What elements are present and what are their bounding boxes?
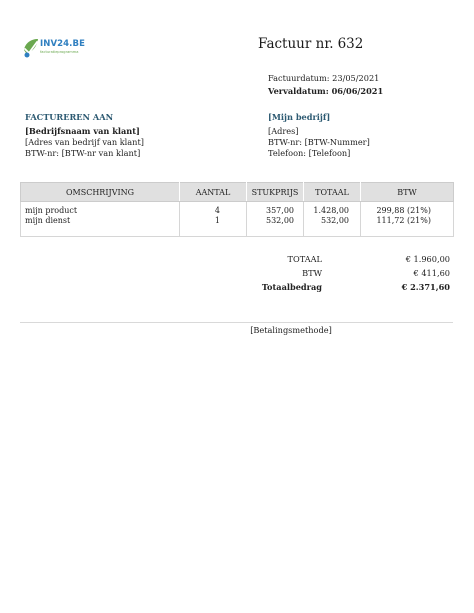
- company-block: [268, 126, 370, 159]
- col-header-quantity: AANTAL: [180, 183, 247, 202]
- client-name: [Bedrijfsnaam van klant]: [25, 126, 140, 136]
- grand-total-label: Totaalbedrag: [261, 282, 322, 292]
- cell-vat: [361, 202, 454, 237]
- row-1-total: 1.428,00: [313, 206, 349, 215]
- due-date-label: Vervaldatum:: [268, 86, 329, 96]
- invoice-title: [258, 36, 363, 52]
- row-2-quantity: 1: [214, 216, 220, 225]
- totals-block: [240, 254, 450, 296]
- row-1-quantity: 4: [214, 206, 220, 215]
- cell-description: [21, 202, 180, 237]
- table-row: [21, 202, 454, 237]
- row-2-description: mijn dienst: [25, 216, 71, 225]
- subtotal-row: [240, 254, 450, 268]
- row-2-total: 532,00: [321, 216, 349, 225]
- payment-method-line: [0, 325, 474, 335]
- company-heading: [Mijn bedrijf]: [268, 112, 331, 122]
- client-address: [Adres van bedrijf van klant]: [25, 137, 144, 147]
- client-vat: BTW-nr: [BTW-nr van klant]: [25, 148, 141, 158]
- cell-unit-price: [247, 202, 304, 237]
- items-table: [20, 182, 454, 237]
- vat-total-value: € 411,60: [413, 268, 450, 278]
- due-date-value: 06/06/2021: [331, 86, 384, 96]
- row-1-unit-price: 357,00: [266, 206, 294, 215]
- col-header-description: OMSCHRIJVING: [21, 183, 180, 202]
- company-phone: Telefoon: [Telefoon]: [268, 148, 351, 158]
- col-header-vat: BTW: [361, 183, 454, 202]
- leaf-check-icon: [22, 37, 40, 59]
- row-2-vat: 111,72 (21%): [376, 216, 431, 225]
- subtotal-value: € 1.960,00: [405, 254, 450, 264]
- company-address: [Adres]: [268, 126, 299, 136]
- subtotal-label: TOTAAL: [287, 254, 322, 264]
- row-1-vat: 299,88 (21%): [376, 206, 431, 215]
- payment-method: [Betalingsmethode]: [250, 325, 332, 335]
- table-header-row: [21, 183, 454, 202]
- row-1-description: mijn product: [25, 206, 78, 215]
- invoice-date-line: [268, 73, 379, 83]
- row-2-unit-price: 532,00: [266, 216, 294, 225]
- invoice-date-label: Factuurdatum:: [268, 73, 330, 83]
- cell-quantity: [180, 202, 247, 237]
- company-vat: BTW-nr: [BTW-Nummer]: [268, 137, 370, 147]
- invoice-number: 632: [337, 36, 364, 52]
- bill-to-block: [25, 126, 144, 159]
- invoice-title-label: Factuur nr.: [258, 36, 334, 52]
- cell-total: [304, 202, 361, 237]
- logo-tagline: facturatieprogramma: [40, 50, 79, 54]
- invoice-date-value: 23/05/2021: [332, 73, 380, 83]
- col-header-unit-price: STUKPRIJS: [247, 183, 304, 202]
- logo-name: INV24.BE: [40, 39, 85, 49]
- vat-total-label: BTW: [302, 268, 322, 278]
- company-logo: [22, 37, 86, 63]
- bill-to-heading: FACTUREREN AAN: [25, 112, 114, 122]
- grand-total-row: [240, 282, 450, 296]
- col-header-total: TOTAAL: [304, 183, 361, 202]
- grand-total-value: € 2.371,60: [401, 282, 450, 292]
- due-date-line: [268, 86, 383, 96]
- vat-total-row: [240, 268, 450, 282]
- footer-divider: [20, 322, 453, 323]
